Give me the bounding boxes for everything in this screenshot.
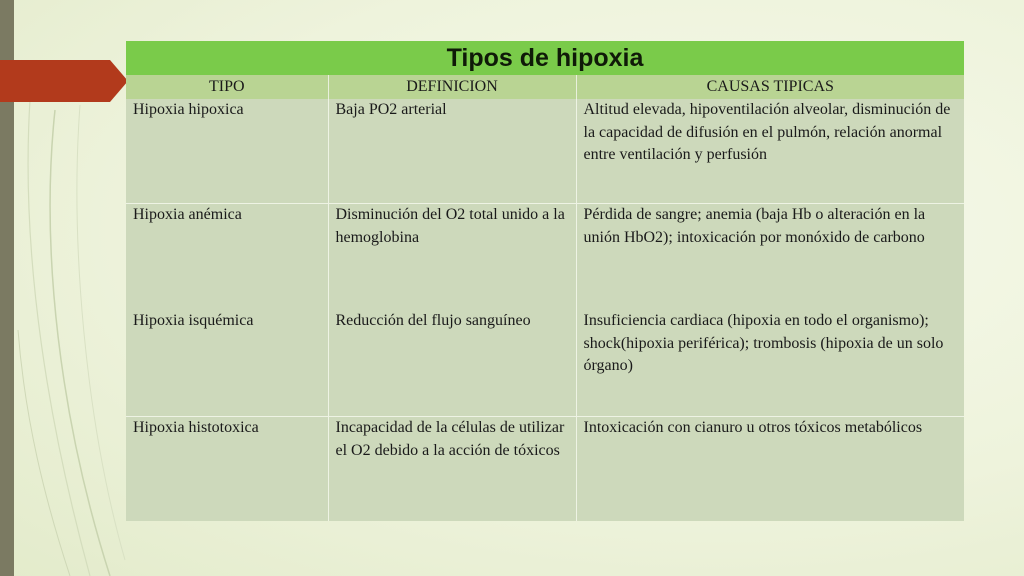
causas-text: Altitud elevada, hipoventilación alveolar, disminución de la capacidad de difusión en el pulmón, relación anormal entre ventilación y perfusión [583, 101, 951, 163]
header-definicion: DEFINICION [328, 75, 576, 99]
tipo-text: Hipoxia isquémica [133, 312, 254, 329]
cell-causas [576, 99, 964, 204]
cell-tipo [126, 417, 328, 522]
header-causas: CAUSAS TIPICAS [576, 75, 964, 99]
cell-tipo [126, 310, 328, 417]
causas-text: Insuficiencia cardiaca (hipoxia en todo el organismo); shock(hipoxia periférica); trombosis (hipoxia de un solo órgano) [583, 312, 944, 374]
cell-tipo [126, 99, 328, 204]
causas-text: Intoxicación con cianuro u otros tóxicos metabólicos [583, 419, 923, 436]
cell-definicion [328, 99, 576, 204]
definicion-text: Baja PO2 arterial [335, 101, 447, 118]
definicion-text: Disminución del O2 total unido a la hemoglobina [335, 206, 565, 246]
hipoxia-table [126, 41, 964, 521]
cell-definicion [328, 204, 576, 311]
cell-definicion [328, 310, 576, 417]
header-row [126, 75, 964, 99]
tipo-text: Hipoxia histotoxica [133, 419, 259, 436]
table-row [126, 417, 964, 522]
tipo-text: Hipoxia anémica [133, 206, 242, 223]
definicion-text: Incapacidad de la células de utilizar el O2 debido a la acción de tóxicos [335, 419, 565, 459]
table-row [126, 310, 964, 417]
table-row [126, 204, 964, 311]
definicion-text: Reducción del flujo sanguíneo [335, 312, 531, 329]
cell-causas [576, 310, 964, 417]
causas-text: Pérdida de sangre; anemia (baja Hb o alteración en la unión HbO2); intoxicación por monóxido de carbono [583, 206, 926, 246]
cell-definicion [328, 417, 576, 522]
red-accent-tab [0, 60, 110, 102]
table-row [126, 99, 964, 204]
cell-tipo [126, 204, 328, 311]
cell-causas [576, 204, 964, 311]
table-title: Tipos de hipoxia [126, 41, 964, 75]
tipo-text: Hipoxia hipoxica [133, 101, 244, 118]
header-tipo: TIPO [126, 75, 328, 99]
data-table [126, 75, 964, 521]
cell-causas [576, 417, 964, 522]
